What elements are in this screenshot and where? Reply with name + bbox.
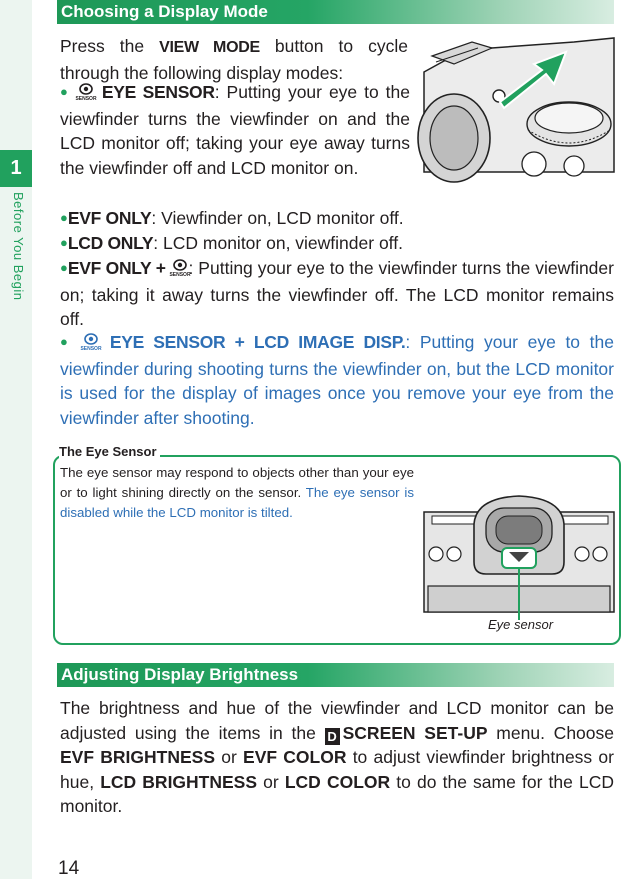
brightness-text-4: to do the same for the LCD monitor. — [60, 771, 614, 816]
bullet-eye-sensor-lcd-disp — [60, 330, 614, 430]
or-text: or — [215, 747, 244, 767]
section-heading-display-mode: Choosing a Display Mode — [57, 0, 614, 24]
page-number: 14 — [58, 858, 80, 879]
brightness-text-2: menu. Choose — [487, 722, 614, 743]
bullet-label: EYE SENSOR — [101, 82, 215, 102]
bullet-dot: ● — [60, 235, 68, 250]
bullet-text: : Putting your eye to the viewfinder during shooting turns the viewfinder on, but the LCD monitor is used for the display of images once you remove your eye from the viewfinder after shooting. — [60, 332, 614, 428]
camera-back-illustration — [424, 490, 614, 612]
chapter-sidebar — [0, 0, 32, 879]
bullet-dot: ● — [60, 210, 68, 225]
bullet-lcd-only — [60, 231, 614, 258]
brightness-text-3: to adjust viewfinder brightness or hue, — [60, 747, 614, 792]
chapter-number-tab: 1 — [0, 150, 32, 187]
bullet-label: EYE SENSOR + LCD IMAGE DISP. — [109, 332, 406, 352]
evf-brightness-item: EVF BRIGHTNESS — [60, 747, 215, 767]
bullet-text: : Viewfinder on, LCD monitor off. — [151, 208, 404, 228]
brightness-text-1: The brightness and hue of the viewfinder and LCD monitor can be adjusted using the items in the — [60, 698, 614, 743]
bullet-text: : LCD monitor on, viewfinder off. — [153, 233, 403, 253]
note-text-main: The eye sensor may respond to objects other than your eye or to light shining directly on the sensor. — [60, 465, 414, 500]
note-text — [60, 463, 414, 523]
lcd-color-item: LCD COLOR — [284, 771, 391, 792]
eye-sensor-icon — [77, 83, 95, 101]
eye-sensor-icon — [82, 333, 100, 351]
bullet-eye-sensor — [60, 80, 410, 180]
note-title: The Eye Sensor — [59, 444, 160, 459]
intro-paragraph — [60, 34, 408, 85]
bullet-label: EVF ONLY — [67, 208, 152, 228]
camera-top-illustration — [424, 38, 614, 172]
note-text-blue: The eye sensor is disabled while the LCD monitor is tilted. — [60, 485, 414, 520]
chapter-label: Before You Begin — [11, 192, 26, 301]
bullet-evf-only-eye — [60, 256, 614, 332]
eye-sensor-caption: Eye sensor — [488, 617, 554, 632]
bullet-evf-only — [60, 206, 614, 233]
brightness-paragraph — [60, 696, 614, 819]
bullet-label: LCD ONLY — [67, 233, 154, 253]
svg-text:SENSOR: SENSOR — [75, 96, 97, 102]
section-heading-brightness: Adjusting Display Brightness — [57, 663, 614, 687]
bullet-dot: ● — [60, 334, 73, 349]
svg-text:SENSOR: SENSOR — [80, 346, 102, 352]
evf-color-item: EVF COLOR — [243, 747, 347, 767]
eye-sensor-icon — [168, 259, 191, 278]
intro-text-b: button to cycle through the following display modes: — [60, 36, 408, 83]
bullet-dot: ● — [60, 260, 68, 275]
view-mode-key: VIEW MODE — [159, 39, 260, 56]
screen-setup-menu-icon: D — [325, 728, 340, 745]
bullet-dot: ● — [60, 84, 70, 99]
bullet-label: EVF ONLY + — [67, 258, 166, 278]
svg-text:SENSOR: SENSOR — [168, 272, 191, 278]
bullet-text: : Putting your eye to the viewfinder turns the viewfinder on; taking it away turns the viewfinder off. The LCD monitor remains off. — [60, 258, 614, 329]
intro-text-a: Press the — [60, 36, 160, 56]
bullet-text: : Putting your eye to the viewfinder turns the viewfinder on and the LCD monitor off; taking your eye away turns the viewfinder off and LCD monitor on. — [60, 82, 410, 178]
screen-setup-menu-name: SCREEN SET-UP — [342, 722, 488, 743]
or-text: or — [257, 771, 285, 792]
lcd-brightness-item: LCD BRIGHTNESS — [100, 771, 258, 792]
